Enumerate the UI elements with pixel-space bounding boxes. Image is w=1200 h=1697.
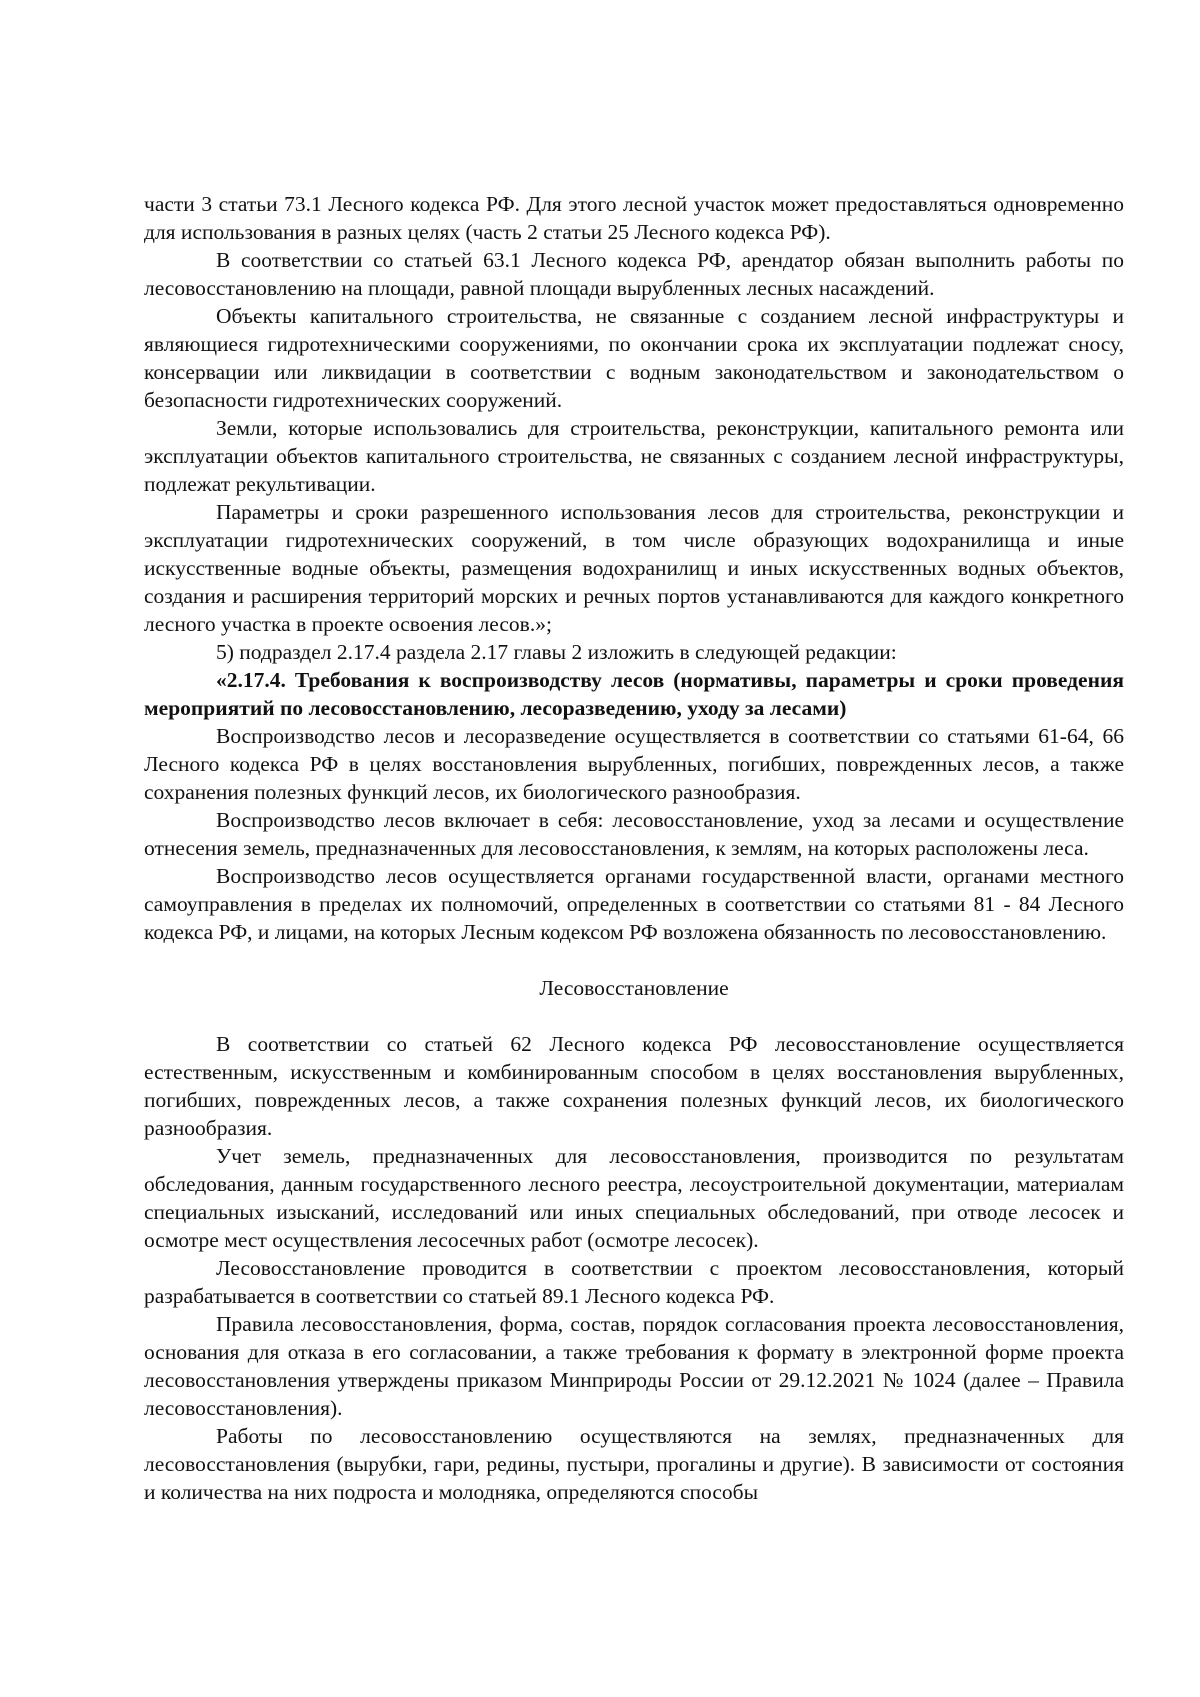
paragraph-reproduction-includes: Воспроизводство лесов включает в себя: лесовосстановление, уход за лесами и осуществление отнесения земель, предназначенных для лесовосстановления, к землям, на которых расположены леса. xyxy=(144,808,1124,860)
paragraph-reforestation-project: Лесовосстановление проводится в соответствии с проектом лесовосстановления, который разрабатывается в соответствии со статьей 89.1 Лесного кодекса РФ. xyxy=(144,1256,1124,1308)
paragraph-reforestation-rules: Правила лесовосстановления, форма, состав, порядок согласования проекта лесовосстановления, основания для отказа в его согласовании, а также требования к формату в электронной форме проекта лесовосстановления утверждены приказом Минприроды России от 29.12.2021 № 1024 (далее – Правила лесовосстановления). xyxy=(144,1312,1124,1420)
paragraph-land-recultivation: Земли, которые использовались для строительства, реконструкции, капитального ремонта или эксплуатации объектов капитального строительства, не связанных с созданием лесной инфраструктуры, подлежат рекультивации. xyxy=(144,416,1124,496)
paragraph-continuation: части 3 статьи 73.1 Лесного кодекса РФ. Для этого лесной участок может предоставляться одновременно для использования в разных целях (часть 2 статьи 25 Лесного кодекса РФ). xyxy=(144,192,1124,244)
paragraph-reforestation-methods: В соответствии со статьей 62 Лесного кодекса РФ лесовосстановление осуществляется естественным, искусственным и комбинированным способом в целях восстановления вырубленных, погибших, поврежденных лесов, а также сохранения полезных функций лесов, их биологического разнообразия. xyxy=(144,1032,1124,1140)
paragraph-subsection-amendment: 5) подраздел 2.17.4 раздела 2.17 главы 2 изложить в следующей редакции: xyxy=(216,640,897,664)
subsection-title-2-17-4: «2.17.4. Требования к воспроизводству лесов (нормативы, параметры и сроки проведения мероприятий по лесовосстановлению, лесоразведению, уходу за лесами) xyxy=(144,668,1124,720)
paragraph-reproduction-basis: Воспроизводство лесов и лесоразведение осуществляется в соответствии со статьями 61-64, 66 Лесного кодекса РФ в целях восстановления вырубленных, погибших, поврежденных лесов, а также сохранения полезных функций лесов, их биологического разнообразия. xyxy=(144,724,1124,804)
paragraph-parameters-terms: Параметры и сроки разрешенного использования лесов для строительства, реконструкции и эксплуатации гидротехнических сооружений, в том числе образующих водохранилища и иные искусственные водные объекты, размещения водохранилищ и иных искусственных водных объектов, создания и расширения территорий морских и речных портов устанавливаются для каждого конкретного лесного участка в проекте освоения лесов.»; xyxy=(144,500,1124,636)
paragraph-land-accounting: Учет земель, предназначенных для лесовосстановления, производится по результатам обследования, данным государственного лесного реестра, лесоустроительной документации, материалам специальных изысканий, исследований или иных специальных обследований, при отводе лесосек и осмотре мест осуществления лесосечных работ (осмотре лесосек). xyxy=(144,1144,1124,1252)
paragraph-capital-objects: Объекты капитального строительства, не связанные с созданием лесной инфраструктуры и являющиеся гидротехническими сооружениями, по окончании срока их эксплуатации подлежат сносу, консервации или ликвидации в соответствии с водным законодательством и законодательством о безопасности гидротехнических сооружений. xyxy=(144,304,1124,412)
document-page xyxy=(144,190,1124,1506)
section-heading: Лесовосстановление xyxy=(539,976,729,1000)
paragraph-lease-obligation: В соответствии со статьей 63.1 Лесного кодекса РФ, арендатор обязан выполнить работы по лесовосстановлению на площади, равной площади вырубленных лесных насаждений. xyxy=(144,248,1124,300)
paragraph-reproduction-actors: Воспроизводство лесов осуществляется органами государственной власти, органами местного самоуправления в пределах их полномочий, определенных в соответствии со статьями 81 - 84 Лесного кодекса РФ, и лицами, на которых Лесным кодексом РФ возложена обязанность по лесовосстановлению. xyxy=(144,864,1124,944)
paragraph-reforestation-works: Работы по лесовосстановлению осуществляются на землях, предназначенных для лесовосстановления (вырубки, гари, редины, пустыри, прогалины и другие). В зависимости от состояния и количества на них подроста и молодняка, определяются способы xyxy=(144,1424,1124,1504)
